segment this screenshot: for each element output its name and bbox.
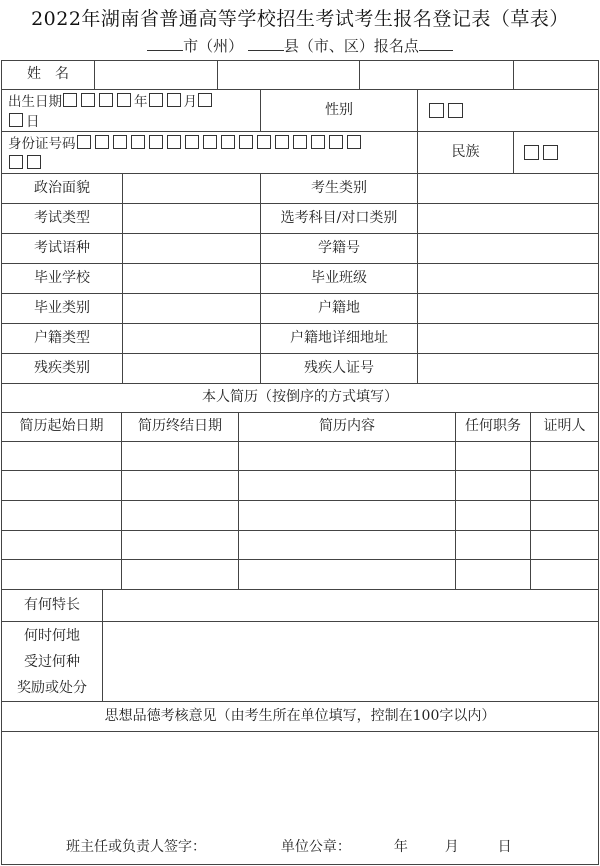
household-type-label: 户籍类型 (1, 323, 123, 354)
resume-cell[interactable] (238, 559, 456, 590)
resume-col-content: 简历内容 (238, 412, 456, 442)
resume-cell[interactable] (238, 530, 456, 560)
ethnicity-box[interactable] (524, 145, 539, 160)
household-address-value[interactable] (417, 323, 599, 354)
digit-box[interactable] (293, 135, 307, 149)
resume-cell[interactable] (455, 559, 531, 590)
disability-certificate-label: 残疾人证号 (260, 353, 418, 384)
student-number-value[interactable] (417, 233, 599, 264)
resume-cell[interactable] (1, 470, 122, 501)
gender-boxes (417, 89, 599, 132)
digit-box[interactable] (257, 135, 271, 149)
subject-category-value[interactable] (417, 203, 599, 234)
rewards-label-line: 受过何种 (24, 653, 80, 670)
year-label: 年 (134, 94, 148, 110)
graduation-category-label: 毕业类别 (1, 293, 123, 324)
digit-box[interactable] (77, 135, 91, 149)
name-value-2[interactable] (217, 60, 360, 90)
rewards-label-line: 奖励或处分 (17, 679, 87, 696)
specialty-value[interactable] (102, 589, 599, 622)
digit-box[interactable] (198, 93, 212, 107)
ethnicity-boxes (513, 131, 599, 174)
digit-box[interactable] (311, 135, 325, 149)
city-label: 市（州） (183, 37, 244, 55)
digit-box[interactable] (63, 93, 77, 107)
digit-box[interactable] (9, 155, 23, 169)
name-value[interactable] (94, 60, 218, 90)
digit-box[interactable] (329, 135, 343, 149)
resume-cell[interactable] (1, 530, 122, 560)
subject-category-label: 选考科目/对口类别 (260, 203, 418, 234)
resume-header: 本人简历（按倒序的方式填写） (1, 383, 599, 413)
seal-label: 单位公章： (280, 839, 351, 856)
form-title: 2022年湖南省普通高等学校招生考试考生报名登记表（草表） (31, 8, 569, 30)
resume-cell[interactable] (455, 470, 531, 501)
household-place-label: 户籍地 (260, 293, 418, 324)
candidate-category-label: 考生类别 (260, 173, 418, 204)
digit-box[interactable] (95, 135, 109, 149)
month-label: 月 (183, 94, 197, 110)
site-blank[interactable] (419, 36, 453, 51)
exam-type-label: 考试类型 (1, 203, 123, 234)
county-label: 县（市、区）报名点 (283, 37, 419, 55)
digit-box[interactable] (99, 93, 113, 107)
resume-cell[interactable] (1, 559, 122, 590)
candidate-category-value[interactable] (417, 173, 599, 204)
digit-box[interactable] (81, 93, 95, 107)
digit-box[interactable] (167, 93, 181, 107)
rewards-value[interactable] (102, 621, 599, 702)
evaluation-header: 思想品德考核意见（由考生所在单位填写，控制在100字以内） (1, 701, 599, 732)
resume-cell[interactable] (530, 530, 599, 560)
graduation-school-value[interactable] (122, 263, 261, 294)
resume-cell[interactable] (121, 530, 239, 560)
birth-date-label: 出生日期 (8, 94, 62, 110)
eval-year-label: 年 (393, 839, 408, 856)
disability-certificate-value[interactable] (417, 353, 599, 384)
form-subtitle (0, 35, 600, 56)
digit-box[interactable] (149, 93, 163, 107)
name-value-3[interactable] (359, 60, 514, 90)
resume-col-start: 简历起始日期 (1, 412, 122, 442)
city-blank[interactable] (147, 36, 183, 51)
exam-language-label: 考试语种 (1, 233, 123, 264)
digit-box[interactable] (149, 135, 163, 149)
resume-cell[interactable] (1, 441, 122, 471)
digit-box[interactable] (9, 113, 23, 127)
exam-language-value[interactable] (122, 233, 261, 264)
household-place-value[interactable] (417, 293, 599, 324)
id-number-label: 身份证号码 (8, 136, 76, 152)
resume-cell[interactable] (121, 559, 239, 590)
resume-col-witness: 证明人 (530, 412, 599, 442)
resume-cell[interactable] (530, 470, 599, 501)
resume-cell[interactable] (238, 500, 456, 531)
digit-box[interactable] (275, 135, 289, 149)
gender-box[interactable] (448, 103, 463, 118)
resume-cell[interactable] (455, 441, 531, 471)
ethnicity-box[interactable] (543, 145, 558, 160)
resume-col-position: 任何职务 (455, 412, 531, 442)
gender-box[interactable] (429, 103, 444, 118)
id-number-cell (1, 131, 418, 174)
digit-box[interactable] (203, 135, 217, 149)
rewards-label (1, 621, 103, 702)
household-type-value[interactable] (122, 323, 261, 354)
evaluation-body[interactable] (1, 731, 599, 865)
resume-cell[interactable] (530, 441, 599, 471)
rewards-label-line: 何时何地 (24, 627, 80, 644)
resume-cell[interactable] (238, 441, 456, 471)
specialty-label: 有何特长 (1, 589, 103, 622)
resume-cell[interactable] (530, 500, 599, 531)
ethnicity-label: 民族 (417, 131, 514, 174)
political-status-value[interactable] (122, 173, 261, 204)
student-number-label: 学籍号 (260, 233, 418, 264)
resume-cell[interactable] (121, 441, 239, 471)
evaluation-signature-line (2, 838, 598, 864)
digit-box[interactable] (113, 135, 127, 149)
gender-label: 性别 (260, 89, 418, 132)
household-address-label: 户籍地详细地址 (260, 323, 418, 354)
resume-col-end: 简历终结日期 (121, 412, 239, 442)
graduation-school-label: 毕业学校 (1, 263, 123, 294)
digit-box[interactable] (347, 135, 361, 149)
digit-box[interactable] (221, 135, 235, 149)
name-label: 姓 名 (1, 60, 95, 90)
resume-cell[interactable] (238, 470, 456, 501)
digit-box[interactable] (27, 155, 41, 169)
disability-category-label: 残疾类别 (1, 353, 123, 384)
digit-box[interactable] (167, 135, 181, 149)
eval-day-label: 日 (497, 839, 512, 856)
resume-cell[interactable] (455, 530, 531, 560)
signature-label: 班主任或负责人签字： (66, 839, 206, 856)
name-value-4[interactable] (513, 60, 599, 90)
birth-date-cell (1, 89, 261, 132)
political-status-label: 政治面貌 (1, 173, 123, 204)
graduation-category-value[interactable] (122, 293, 261, 324)
digit-box[interactable] (117, 93, 131, 107)
digit-box[interactable] (185, 135, 199, 149)
disability-category-value[interactable] (122, 353, 261, 384)
resume-cell[interactable] (1, 500, 122, 531)
day-label: 日 (26, 114, 40, 130)
digit-box[interactable] (239, 135, 253, 149)
resume-cell[interactable] (455, 500, 531, 531)
exam-type-value[interactable] (122, 203, 261, 234)
graduation-class-value[interactable] (417, 263, 599, 294)
resume-cell[interactable] (121, 500, 239, 531)
resume-cell[interactable] (530, 559, 599, 590)
digit-box[interactable] (131, 135, 145, 149)
graduation-class-label: 毕业班级 (260, 263, 418, 294)
eval-month-label: 月 (444, 839, 459, 856)
resume-cell[interactable] (121, 470, 239, 501)
county-blank[interactable] (248, 36, 284, 51)
